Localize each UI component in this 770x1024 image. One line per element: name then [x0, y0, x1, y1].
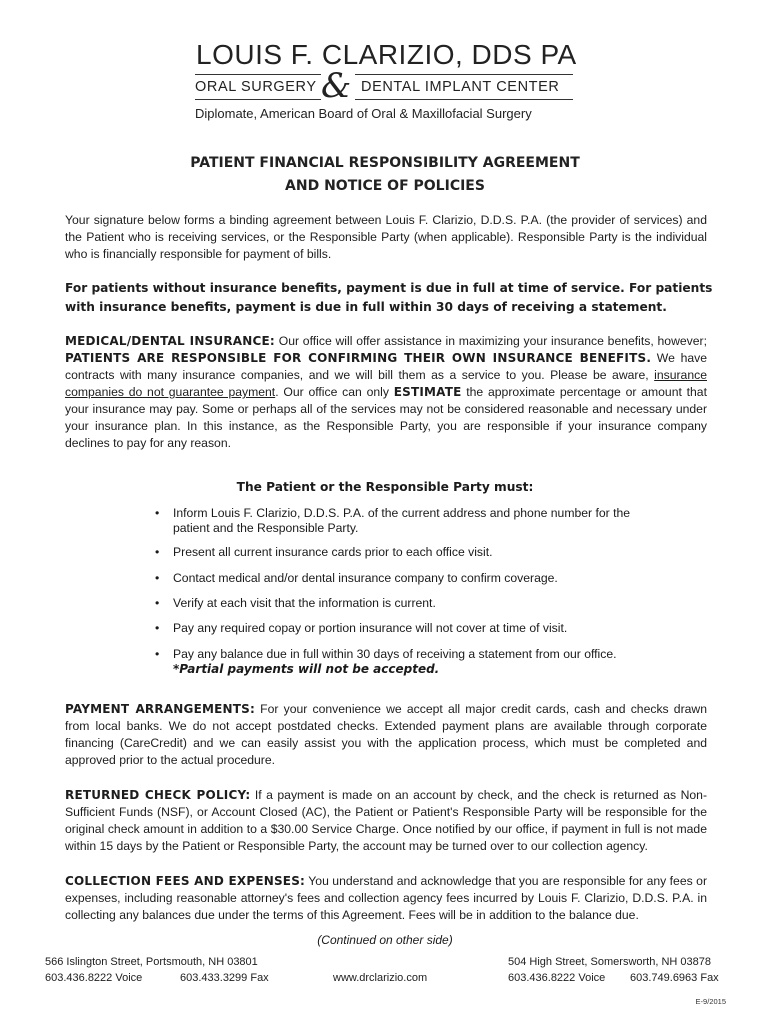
practice-name: LOUIS F. CLARIZIO, DDS PA — [196, 39, 577, 70]
returned-check-paragraph — [65, 787, 707, 855]
returned-check-text: If a payment is made on an account by check, and the check is returned as Non-Sufficient Funds (NSF), or Account Closed (AC), the Patient or Patient's Responsible Party will be responsible for the original check amount in addition to a $30.00 Service Charge. Once notified by our office, if payment in full is not made within 15 days by the Patient or Responsible Party, the account may be turned over to our collection agency. — [65, 788, 708, 853]
collection-heading: COLLECTION FEES AND EXPENSES: — [65, 874, 306, 888]
insurance-text-3: . Our office can only — [275, 385, 394, 399]
intro-paragraph: Your signature below forms a binding agreement between Louis F. Clarizio, D.D.S. P.A. (the provider of services) and the Patient who is receiving services, or the Responsible Party (when applicable). Responsible Party is the individual who is financially responsible for payment of bills. — [65, 213, 707, 261]
list-item — [155, 596, 635, 611]
list-item-text: Verify at each visit that the information is current. — [173, 596, 436, 610]
insurance-no-guarantee: insurance companies do not guarantee payment — [65, 368, 707, 399]
footer-right-fax: 603.749.6963 Fax — [630, 972, 719, 984]
document-title — [0, 152, 770, 198]
insurance-paragraph — [65, 333, 707, 452]
list-item-text: Pay any balance due in full within 30 days of receiving a statement from our office. — [173, 647, 617, 661]
payment-arrangements-paragraph — [65, 701, 707, 769]
letterhead-rule-right-top — [355, 74, 573, 75]
list-item-text: Inform Louis F. Clarizio, D.D.S. P.A. of the current address and phone number for the patient and the Responsible Party. — [173, 506, 631, 535]
list-item — [155, 545, 635, 560]
list-item-text: Contact medical and/or dental insurance company to confirm coverage. — [173, 571, 558, 585]
must-heading: The Patient or the Responsible Party must: — [236, 480, 534, 494]
payment-arrangements-heading: PAYMENT ARRANGEMENTS: — [65, 702, 256, 716]
bullet-icon: • — [155, 571, 160, 585]
letterhead-rule-left-bottom — [195, 99, 321, 100]
payment-due-paragraph: For patients without insurance benefits, payment is due in full at time of service. For patients with insurance benefits, payment is due in full within 30 days of receiving a statement. — [65, 281, 713, 314]
footer-right-voice: 603.436.8222 Voice — [508, 972, 606, 984]
collection-paragraph — [65, 873, 707, 924]
diplomate-line: Diplomate, American Board of Oral & Maxillofacial Surgery — [195, 106, 532, 121]
dental-implant-center-label: DENTAL IMPLANT CENTER — [361, 79, 560, 95]
letterhead — [195, 39, 577, 121]
list-item — [155, 571, 635, 586]
bullet-icon: • — [155, 545, 160, 559]
insurance-text-1: Our office will offer assistance in maximizing your insurance benefits, however; — [274, 334, 707, 348]
list-item — [155, 647, 635, 677]
list-item-text: Pay any required copay or portion insurance will not cover at time of visit. — [173, 621, 568, 635]
footer-left-fax: 603.433.3299 Fax — [180, 972, 269, 984]
partial-payment-note: *Partial payments will not be accepted. — [173, 662, 440, 676]
insurance-text-2: We have contracts with many insurance companies, and we will bill them as a service to you. Please be aware, — [65, 351, 707, 382]
bullet-icon: • — [155, 647, 160, 661]
letterhead-rule-right-bottom — [355, 99, 573, 100]
title-line-1: PATIENT FINANCIAL RESPONSIBILITY AGREEMENT — [190, 155, 580, 171]
bullet-icon: • — [155, 621, 160, 635]
ampersand-logo: & — [321, 66, 352, 106]
letterhead-rule-left-top — [195, 74, 321, 75]
footer-right-address: 504 High Street, Somersworth, NH 03878 — [508, 956, 711, 968]
title-line-2: AND NOTICE OF POLICIES — [285, 178, 485, 194]
list-item — [155, 621, 635, 636]
collection-text: You understand and acknowledge that you are responsible for any fees or expenses, including reasonable attorney's fees and collection agency fees incurred by Louis F. Clarizio, D.D.S. P.A. in collecting any balances due under the terms of this Agreement. Fees will be in addition to the balance due. — [65, 874, 708, 922]
footer-left-address: 566 Islington Street, Portsmouth, NH 03801 — [45, 956, 258, 968]
bullet-icon: • — [155, 506, 160, 520]
list-item-text: Present all current insurance cards prior to each office visit. — [173, 545, 493, 559]
returned-check-heading: RETURNED CHECK POLICY: — [65, 788, 251, 802]
list-item — [155, 506, 635, 536]
insurance-heading: MEDICAL/DENTAL INSURANCE: — [65, 334, 275, 348]
insurance-responsibility-bold: PATIENTS ARE RESPONSIBLE FOR CONFIRMING THEIR OWN INSURANCE BENEFITS. — [65, 351, 652, 365]
insurance-estimate: ESTIMATE — [393, 385, 462, 399]
bullet-icon: • — [155, 596, 160, 610]
oral-surgery-label: ORAL SURGERY — [195, 79, 317, 95]
continued-note: (Continued on other side) — [317, 933, 453, 947]
payment-arrangements-text: For your convenience we accept all major credit cards, cash and checks drawn from local banks. We do not accept postdated checks. Extended payment plans are available through corporate financing (CareCredit) and we can easily assist you with the application process, which must be completed and approved prior to the actual procedure. — [65, 702, 707, 767]
footer-website: www.drclarizio.com — [333, 972, 428, 984]
footer-left-voice: 603.436.8222 Voice — [45, 972, 143, 984]
form-code: E-9/2015 — [695, 997, 726, 1006]
insurance-text-4: the approximate percentage or amount that your insurance may pay. Some or perhaps all of the services may not be considered reasonable and necessary under your insurance plan. In this instance, as the Responsible Party, you are responsible if your insurance company declines to pay for any reason. — [65, 385, 707, 450]
